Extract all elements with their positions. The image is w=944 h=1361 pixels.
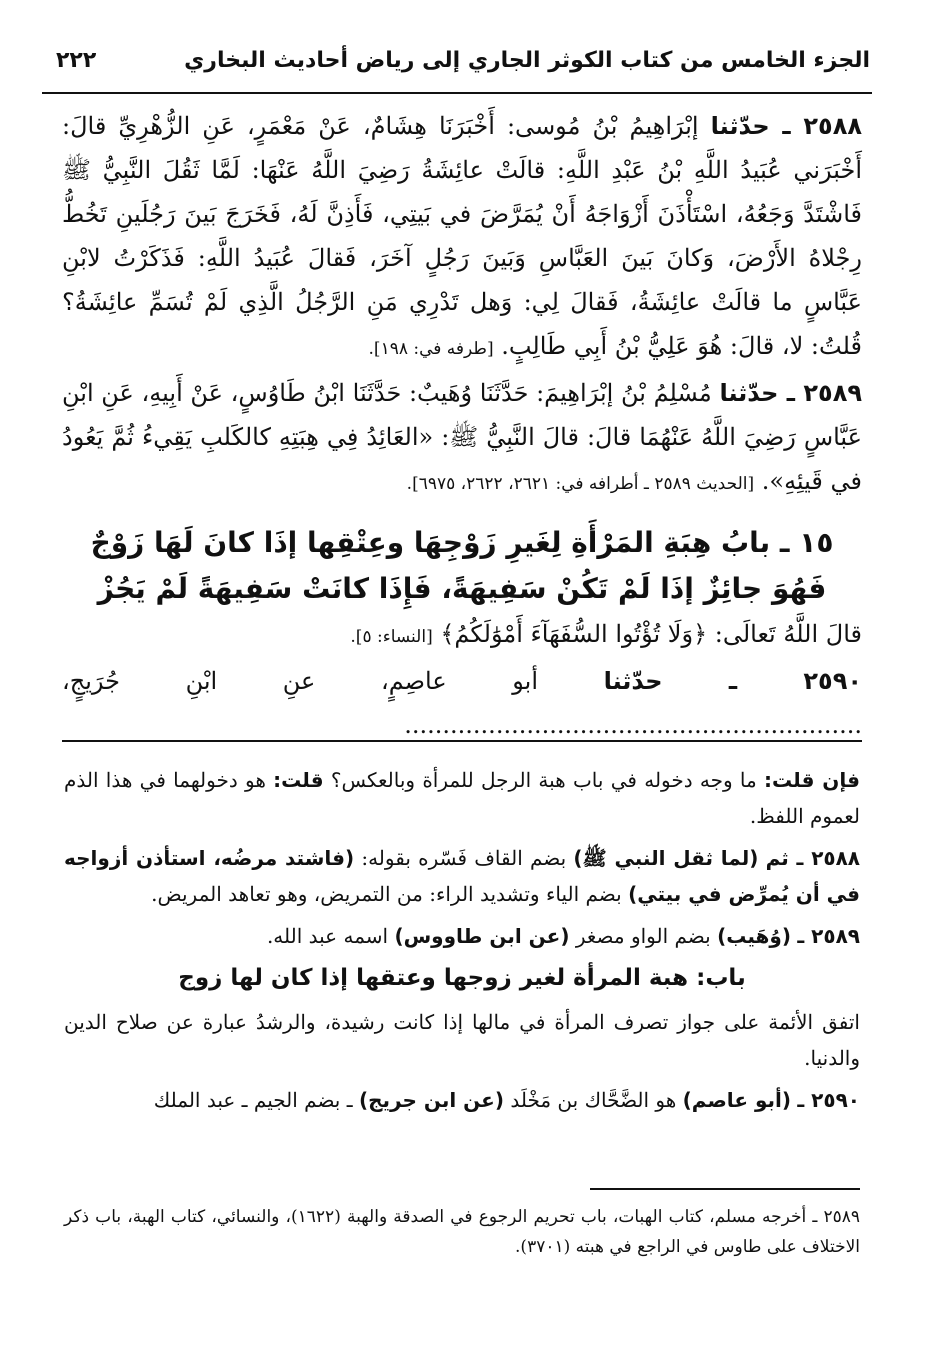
commentary-2589-text-1: بضم الواو مصغر bbox=[575, 924, 711, 948]
running-title: الجزء الخامس من كتاب الكوثر الجاري إلى رياض أحاديث البخاري bbox=[184, 47, 870, 73]
quran-verse-reference: [النساء: ٥]. bbox=[350, 627, 433, 647]
commentary-2589-text-2: اسمه عبد الله. bbox=[266, 924, 389, 948]
commentary-2590-quote-2: (عن ابن جريج) bbox=[358, 1088, 504, 1112]
commentary-2590-quote-1: (أبو عاصم) bbox=[682, 1088, 791, 1112]
commentary-2588 bbox=[64, 840, 860, 912]
chapter-heading-line-1: ١٥ ـ بابُ هِبَةِ المَرْأَةِ لِغَيرِ زَوْجِهَا وعِتْقِها إذَا كانَ لَهَا زَوْجٌ bbox=[90, 526, 834, 559]
commentary-divider bbox=[62, 740, 862, 742]
hadith-2590 bbox=[62, 659, 862, 747]
hadith-2588-number: ٢٥٨٨ ـ حدّثنا bbox=[710, 112, 862, 140]
hadith-2589-text: مُسْلِمُ بْنُ إبْرَاهِيمَ: حَدَّثَنَا وُهَيبٌ: حَدَّثَنَا ابْنُ طَاوُسٍ، عَنْ أَبِيهِ، عَنِ ابْنِ عَبَّاسٍ رَضِيَ اللَّهُ عَنْهُمَا قالَ: قالَ النَّبِيُّ ﷺ: «العَائِدُ فِي هِبَتِهِ كالكَلبِ يَقِيءُ ثُمَّ يَعُودُ في قَيئِهِ». bbox=[62, 379, 862, 495]
footnote: ٢٥٨٩ ـ أخرجه مسلم، كتاب الهبات، باب تحريم الرجوع في الصدقة والهبة (١٦٢٢)، والنسائي، كتاب الهبة، باب ذكر الاختلاف على طاوس في الراجع في هبته (٣٧٠١). bbox=[64, 1207, 860, 1257]
commentary-2588-quote-1: (لما ثقل النبي ﷺ) bbox=[573, 846, 759, 870]
page-header bbox=[56, 28, 870, 92]
commentary-2590 bbox=[64, 1082, 860, 1118]
commentary-2590-text-2: ـ بضم الجيم ـ عبد الملك bbox=[153, 1088, 353, 1112]
commentary-2588-text-2: بضم الياء وتشديد الراء: من التمريض، وهو تعاهد المريض. bbox=[151, 882, 622, 906]
question-text: ما وجه دخوله في باب هبة الرجل للمرأة وبالعكس؟ bbox=[330, 768, 757, 792]
commentary-2588-text-1: بضم القاف فَسّره بقوله: bbox=[361, 846, 567, 870]
header-divider bbox=[42, 92, 872, 94]
chapter-heading-line-2: فَهُوَ جائِزٌ إذَا لَمْ تَكُنْ سَفِيهَةً، فَإِذَا كانَتْ سَفِيهَةً لَمْ يَجُزْ bbox=[97, 572, 827, 605]
answer-text: هو دخولهما في هذا الذم لعموم اللفظ. bbox=[64, 768, 860, 828]
ellipsis-dots: ............................................................ bbox=[404, 711, 862, 739]
commentary-paragraph: اتفق الأئمة على جواز تصرف المرأة في مالها إذا كانت رشيدة، والرشدُ عبارة عن صلاح الدين والدنيا. bbox=[64, 1010, 860, 1070]
hadith-2589 bbox=[62, 371, 862, 506]
page-number: ٢٢٢ bbox=[56, 47, 97, 73]
commentary-2590-text-1: هو الضَّحَّاك بن مَخْلَد bbox=[510, 1088, 677, 1112]
footnote-divider bbox=[590, 1188, 860, 1190]
chapter-heading bbox=[62, 520, 862, 612]
hadith-2588 bbox=[62, 104, 862, 371]
hadith-2589-reference: [الحديث ٢٥٨٩ ـ أطرافه في: ٢٦٢١، ٢٦٢٢، ٦٩٧٥]. bbox=[406, 474, 755, 494]
answer-marker: قلت: bbox=[273, 768, 324, 792]
quran-verse-text: قالَ اللَّهُ تَعالَى: ﴿وَلَا تُؤْتُوا السُّفَهَآءَ أَمْوَٰلَكُمُ﴾ bbox=[440, 620, 862, 648]
commentary-2588-number: ٢٥٨٨ ـ ثم bbox=[765, 846, 861, 870]
commentary-block bbox=[64, 758, 860, 1124]
commentary-2588-quote-2: (فاشتد مرضُه، استأذن أزواجه في أن يُمرِّض في بيتي) bbox=[64, 846, 860, 906]
hadith-text-block bbox=[62, 104, 862, 747]
commentary-2589-number: ٢٥٨٩ ـ bbox=[797, 924, 860, 948]
hadith-2590-number: ٢٥٩٠ ـ حدّثنا bbox=[603, 667, 862, 695]
hadith-2590-text: أبو عاصِمٍ، عنِ ابْنِ جُرَيجٍ، bbox=[62, 667, 538, 695]
commentary-2589-quote-1: (وُهَيب) bbox=[717, 924, 791, 948]
hadith-2588-text: إبْرَاهِيمُ بْنُ مُوسى: أَخْبَرَنَا هِشَامٌ، عَنْ مَعْمَرٍ، عَنِ الزُّهْرِيِّ قالَ: أَخْبَرَني عُبَيدُ اللَّهِ بْنُ عَبْدِ اللَّهِ: قالَتْ عائِشَةُ رَضِيَ اللَّهُ عَنْهَا: لَمَّا ثَقُلَ النَّبِيُّ ﷺ فَاشْتَدَّ وَجَعُهُ، اسْتَأْذَنَ أَزْوَاجَهُ أَنْ يُمَرَّضَ في بَيتِي، فَأَذِنَّ لَهُ، فَخَرَجَ بَينَ رَجُلَينِ تَخُطُّ رِجْلاهُ الأَرْضَ، وَكانَ بَينَ العَبَّاسِ وَبَينَ رَجُلٍ آخَرَ، فَقالَ عُبَيدُ اللَّهِ: فَذَكَرْتُ لابْنِ عَبَّاسٍ ما قالَتْ عائِشَةُ، فَقالَ لِي: وَهل تَدْرِي مَنِ الرَّجُلُ الَّذِي لَمْ تُسَمِّ عائِشَةُ؟ قُلتُ: لا، قالَ: هُوَ عَلِيُّ بْنُ أَبِي طَالِبٍ. bbox=[62, 112, 862, 360]
commentary-2590-number: ٢٥٩٠ ـ bbox=[797, 1088, 860, 1112]
commentary-2589-quote-2: (عن ابن طاووس) bbox=[394, 924, 570, 948]
commentary-chapter-title: باب: هبة المرأة لغير زوجها وعتقها إذا كان لها زوج bbox=[178, 965, 746, 991]
quran-verse bbox=[62, 612, 862, 659]
hadith-2589-number: ٢٥٨٩ ـ حدّثنا bbox=[719, 379, 862, 407]
commentary-intro bbox=[64, 762, 860, 834]
commentary-2589 bbox=[64, 918, 860, 954]
hadith-2588-reference: [طرفه في: ١٩٨]. bbox=[368, 339, 494, 359]
question-marker: فإن قلت: bbox=[764, 768, 860, 792]
